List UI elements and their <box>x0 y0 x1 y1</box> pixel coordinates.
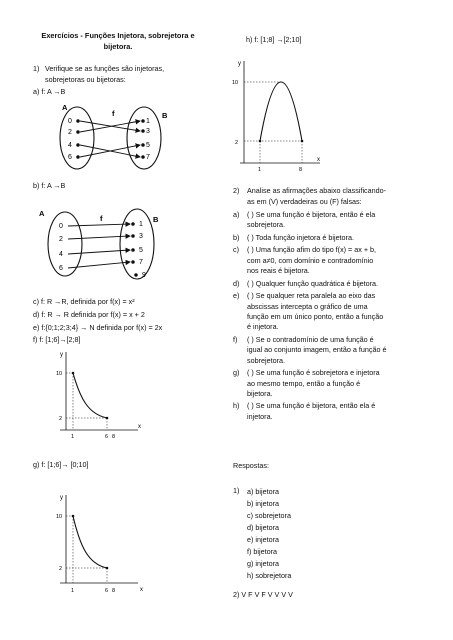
y-tick-10: 10 <box>232 80 239 86</box>
statement-line: ( ) Se uma função é sobrejetora e injetora <box>247 368 380 378</box>
item-e-label: e) f:{0;1;2;3;4} → N definida por f(x) = 2x <box>33 323 163 332</box>
graph-h <box>226 57 326 175</box>
statement-label: g) <box>233 368 240 378</box>
set-a-element: 6 <box>68 154 72 161</box>
statement-line: ( ) Se qualquer reta paralela ao eixo das <box>247 291 376 301</box>
statement-item <box>233 233 443 243</box>
y-tick-2: 2 <box>59 416 63 422</box>
item-d-label: d) f: R → R definida por f(x) = x + 2 <box>33 310 145 319</box>
set-a-element: 2 <box>68 129 72 136</box>
y-tick-2: 2 <box>235 140 239 146</box>
statement-item <box>233 245 443 276</box>
y-tick-10: 10 <box>56 371 63 377</box>
question-1-number: 1) <box>33 64 40 73</box>
statement-item <box>233 291 443 333</box>
set-a-ellipse <box>48 212 82 276</box>
answer-item: f) bijetora <box>247 547 277 556</box>
set-a-label: A <box>39 209 45 218</box>
statement-line: abscissas intercepta o gráfico de uma <box>247 301 368 311</box>
set-b-elements <box>146 118 150 161</box>
x-axis-label: x <box>140 587 143 593</box>
statement-line: ( ) Qualquer função quadrática é bijetora. <box>247 278 379 288</box>
mapping-arrows <box>68 223 137 277</box>
x-tick-1: 1 <box>258 167 262 173</box>
x-tick-6: 6 <box>105 588 109 594</box>
statement-label: a) <box>233 210 240 219</box>
statement-item <box>233 279 443 289</box>
set-b-elements <box>139 221 146 279</box>
answer-item: c) sobrejetora <box>247 511 291 520</box>
set-a-element: 4 <box>59 251 63 258</box>
answer-item: h) sobrejetora <box>247 571 292 580</box>
statement-line: ( ) Uma função afim do tipo f(x) = ax + b, <box>247 245 377 255</box>
statement-label: h) <box>233 401 240 411</box>
answers-q2: 2) V F V F V V V V <box>233 590 293 599</box>
arrow-diagram-a <box>40 100 180 172</box>
mapping-arrow <box>68 224 130 226</box>
item-f-label: f) f: [1;6]→[2;8] <box>33 335 81 344</box>
statement-item <box>233 210 443 231</box>
set-a-element: 2 <box>59 236 63 243</box>
arrow-diagram-b <box>38 204 168 284</box>
question-2-intro-line-2: as em (V) verdadeiras ou (F) falsas: <box>247 197 362 206</box>
y-axis-label: y <box>238 61 241 67</box>
statement-line: igual ao conjunto imagem, então a função é <box>247 345 387 355</box>
item-c-label: c) f: R →R, definida por f(x) = x² <box>33 297 135 306</box>
curve-endpoint <box>72 515 75 518</box>
answers-heading: Respostas: <box>233 461 269 470</box>
set-b-element: 7 <box>146 154 150 161</box>
answer-item: g) injetora <box>247 559 279 568</box>
set-b-ellipse <box>127 107 161 169</box>
function-label: f <box>100 214 103 223</box>
statements-list <box>233 210 443 422</box>
set-b-element: 1 <box>146 118 150 125</box>
statement-line: sobrejetora. <box>247 220 285 230</box>
function-curve <box>260 82 302 141</box>
x-tick-8: 8 <box>112 588 116 594</box>
set-b-element: 5 <box>146 142 150 149</box>
x-axis-label: x <box>317 157 320 163</box>
statement-line: ( ) Se uma função é bijetora, então é ela <box>247 210 376 219</box>
statement-label: e) <box>233 291 240 301</box>
statement-line: ao mesmo tempo, então a função é <box>247 378 361 388</box>
statement-line: com a≠0, com domínio e contradomínio <box>247 255 374 265</box>
statement-line: ( ) Se o contradomínio de uma função é <box>247 334 374 344</box>
statement-line: sobrejetora. <box>247 355 285 365</box>
title-line-1: Exercícios - Funções Injetora, sobrejetora e <box>41 31 195 40</box>
answers-q1-number: 1) <box>233 486 240 495</box>
statement-item <box>233 368 443 399</box>
statement-item <box>233 401 443 422</box>
statement-item <box>233 335 443 366</box>
item-h-label: h) f: [1;8] →[2;10] <box>246 35 302 44</box>
statement-line: nos reais é bijetora. <box>247 266 310 276</box>
answers-q1-list <box>247 486 291 582</box>
item-a-label: a) f: A →B <box>33 87 66 96</box>
item-b-label: b) f: A →B <box>33 181 66 190</box>
answer-item: a) bijetora <box>247 487 279 496</box>
statement-label: d) <box>233 278 240 288</box>
set-b-element: 5 <box>139 247 143 254</box>
set-b-element: 3 <box>146 128 150 135</box>
set-a-elements <box>59 223 63 272</box>
y-tick-2: 2 <box>59 566 63 572</box>
set-b-label: B <box>162 111 168 120</box>
question-2-intro-line-1: Analise as afirmações abaixo classificando- <box>247 186 387 195</box>
statement-line: bijetora. <box>247 389 273 398</box>
y-axis-label: y <box>60 495 63 501</box>
set-b-element: 9 <box>142 272 146 279</box>
set-a-element: 0 <box>59 223 63 230</box>
curve-endpoint <box>106 567 109 570</box>
answer-item: e) injetora <box>247 535 279 544</box>
set-b-label: B <box>153 215 159 224</box>
curve-endpoint <box>106 417 109 420</box>
curve-endpoint <box>301 140 304 143</box>
item-g-label: g) f: [1;6]→ [0;10] <box>33 460 89 469</box>
exercise-title <box>30 31 206 52</box>
statement-line: função em um único ponto, então a função <box>247 311 384 321</box>
y-axis-label: y <box>60 352 63 358</box>
statement-label: f) <box>233 334 238 344</box>
x-tick-1: 1 <box>71 434 75 440</box>
x-tick-6: 6 <box>105 434 109 440</box>
x-tick-8: 8 <box>299 167 303 173</box>
mapping-arrows <box>77 120 145 159</box>
question-1-text-line-1: Verifique se as funções são injetoras, <box>45 64 165 73</box>
statement-label: b) <box>233 232 240 242</box>
set-b-element: 7 <box>139 259 143 266</box>
x-tick-1: 1 <box>71 588 75 594</box>
set-a-elements <box>68 118 72 161</box>
function-label: f <box>112 109 115 118</box>
curve-endpoint <box>259 140 262 143</box>
set-a-element: 6 <box>59 265 63 272</box>
question-2 <box>233 186 443 422</box>
set-b-element: 3 <box>139 233 143 240</box>
graph-f <box>56 348 146 440</box>
question-2-number: 2) <box>233 186 240 195</box>
x-tick-8: 8 <box>112 434 116 440</box>
x-axis-label: x <box>138 424 141 430</box>
function-curve <box>73 373 107 418</box>
set-b-element: 1 <box>139 221 143 228</box>
answer-item: d) bijetora <box>247 523 279 532</box>
statement-line: ( ) Toda função injetora é bijetora. <box>247 232 354 242</box>
set-a-element: 4 <box>68 142 72 149</box>
set-b-ellipse <box>120 209 154 279</box>
set-a-label: A <box>62 103 68 112</box>
answer-item: b) injetora <box>247 499 279 508</box>
statement-line: injetora. <box>247 411 273 421</box>
curve-endpoint <box>72 372 75 375</box>
y-tick-10: 10 <box>56 514 63 520</box>
function-curve <box>73 516 107 568</box>
statement-line: é injetora. <box>247 322 279 332</box>
statement-line: ( ) Se uma função é bijetora, então ela é <box>247 401 376 411</box>
statement-label: c) <box>233 245 239 255</box>
set-a-element: 0 <box>68 118 72 125</box>
question-1-text-line-2: sobrejetoras ou bijetoras: <box>45 75 126 84</box>
set-a-ellipse <box>60 107 94 169</box>
title-line-2: bijetora. <box>103 41 133 51</box>
graph-g <box>56 491 146 595</box>
